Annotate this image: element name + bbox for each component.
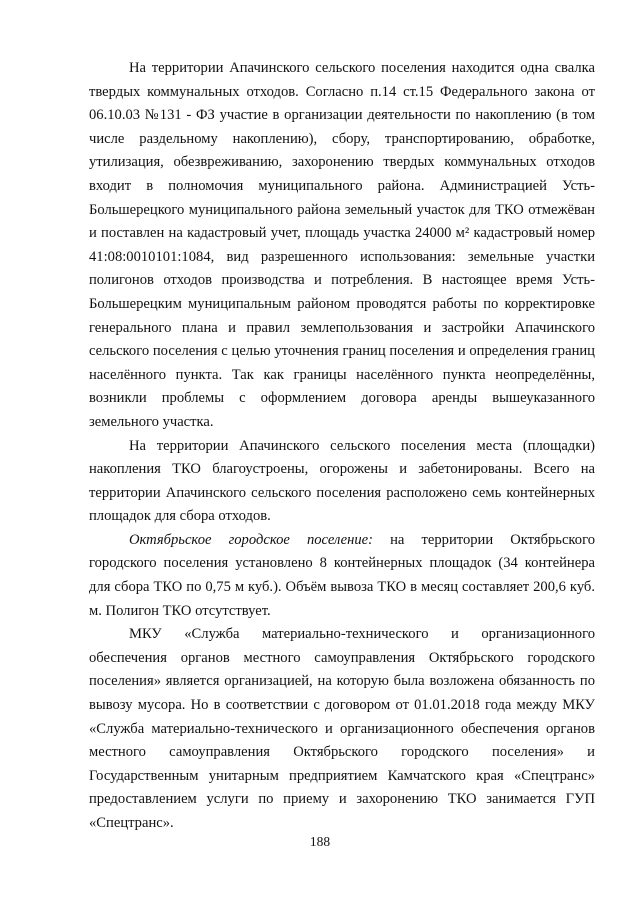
paragraph-container-sites-apacha: На территории Апачинского сельского поселения места (площадки) накопления ТКО благоустроены, огорожены и забетонированы. Всего на территории Апачинского сельского поселения расположено семь контейнерных площадок для сбора отходов. xyxy=(89,437,595,525)
paragraph-oktyabrskoe xyxy=(89,529,595,623)
paragraph-mku-service: МКУ «Служба материально-технического и организационного обеспечения органов местного самоуправления Октябрьского городского поселения» является организацией, на которую была возложена обязанность по вывозу мусора. Но в соответствии с договором от 01.01.2018 года между МКУ «Служба материально-технического и организационного обеспечения органов местного самоуправления Октябрьского городского поселения» и Государственным унитарным предприятием Камчатского края «Спецтранс» предоставлением услуги по приему и захоронению ТКО занимается ГУП «Спецтранс». xyxy=(89,626,595,831)
page-number: 188 xyxy=(309,834,331,849)
paragraph-oktyabrskoe-text: на территории Октябрьского городского поселения установлено 8 контейнерных площадок (34 контейнера для сбора ТКО по 0,75 м куб.). Объём вывоза ТКО в месяц составляет 200,6 куб. м. Полигон ТКО отсутствует. xyxy=(89,531,595,619)
document-body xyxy=(89,57,595,836)
paragraph-landfill-apacha: На территории Апачинского сельского поселения находится одна свалка твердых коммунальных отходов. Согласно п.14 ст.15 Федерального закона от 06.10.03 №131 - ФЗ участие в организации деятельности по накоплению (в том числе раздельному накоплению), сбору, транспортированию, обработке, утилизация, обезвреживанию, захоронению твердых коммунальных отходов входит в полномочия муниципального района. Администрацией Усть-Большерецкого муниципального района земельный участок для ТКО отмежёван и поставлен на кадастровый учет, площадь участка 24000 м² кадастровый номер 41:08:0010101:1084, вид разрешенного использования: земельные участки полигонов отходов производства и потребления. В настоящее время Усть-Большерецким муниципальным районом проводятся работы по корректировке генерального плана и правил землепользования и застройки Апачинского сельского поселения с целью уточнения границ поселения и определения границ населённого пункта. Так как границы населённого пункта неопределённы, возникли проблемы с оформлением договора аренды вышеуказанного земельного участка. xyxy=(89,60,595,430)
settlement-heading: Октябрьское городское поселение: xyxy=(129,531,374,548)
